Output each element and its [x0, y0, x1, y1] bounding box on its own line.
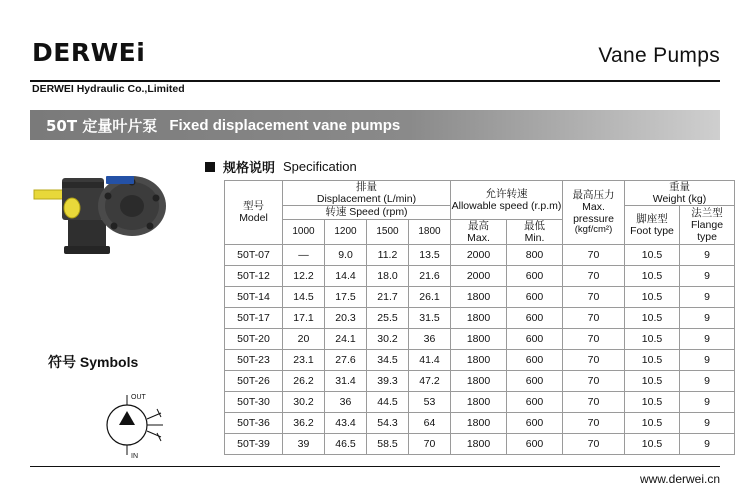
cell-min: 600 — [507, 433, 563, 454]
cell-d1500: 21.7 — [367, 286, 409, 307]
cell-pressure: 70 — [563, 244, 625, 265]
cell-d1200: 43.4 — [325, 412, 367, 433]
th-pressure-en2: pressure — [573, 212, 614, 225]
th-foot-type — [625, 206, 680, 245]
page-header — [0, 0, 750, 95]
cell-d1000: 23.1 — [283, 349, 325, 370]
cell-max: 1800 — [451, 349, 507, 370]
cell-foot: 10.5 — [625, 328, 680, 349]
cell-max: 2000 — [451, 265, 507, 286]
cell-max: 1800 — [451, 328, 507, 349]
th-speed-1000: 1000 — [283, 219, 325, 244]
th-foot-en: Foot type — [630, 224, 674, 237]
cell-d1000: 14.5 — [283, 286, 325, 307]
cell-flange: 9 — [680, 391, 735, 412]
th-weight — [625, 181, 735, 206]
table-row — [225, 349, 735, 370]
cell-model: 50T-12 — [225, 265, 283, 286]
table-row — [225, 286, 735, 307]
table-row — [225, 433, 735, 454]
header-divider — [30, 80, 720, 82]
spec-heading-en: Specification — [283, 159, 357, 174]
th-pressure-unit: (kgf/cm²) — [574, 224, 613, 235]
th-flange-en: Flange type — [690, 218, 724, 243]
th-model — [225, 181, 283, 245]
specification-table-wrap — [224, 180, 735, 455]
cell-model: 50T-14 — [225, 286, 283, 307]
cell-pressure: 70 — [563, 433, 625, 454]
cell-d1200: 24.1 — [325, 328, 367, 349]
table-head — [225, 181, 735, 245]
cell-foot: 10.5 — [625, 265, 680, 286]
cell-model: 50T-26 — [225, 370, 283, 391]
cell-flange: 9 — [680, 370, 735, 391]
cell-pressure: 70 — [563, 286, 625, 307]
th-max-en: Max. — [467, 231, 490, 244]
cell-flange: 9 — [680, 328, 735, 349]
cell-d1800: 21.6 — [409, 265, 451, 286]
cell-d1200: 36 — [325, 391, 367, 412]
cell-min: 600 — [507, 307, 563, 328]
table-row — [225, 391, 735, 412]
cell-d1800: 70 — [409, 433, 451, 454]
cell-min: 800 — [507, 244, 563, 265]
cell-flange: 9 — [680, 433, 735, 454]
cell-d1200: 46.5 — [325, 433, 367, 454]
cell-min: 600 — [507, 328, 563, 349]
th-speed-1200: 1200 — [325, 219, 367, 244]
table-row — [225, 370, 735, 391]
cell-d1500: 25.5 — [367, 307, 409, 328]
cell-d1200: 20.3 — [325, 307, 367, 328]
cell-foot: 10.5 — [625, 391, 680, 412]
cell-max: 1800 — [451, 391, 507, 412]
th-min-cn: 最低 — [524, 219, 545, 232]
symbols-heading — [48, 352, 138, 372]
symbol-out-label: OUT — [131, 394, 146, 401]
th-speed-en: Speed (rpm) — [349, 206, 408, 219]
bullet-square-icon — [205, 162, 215, 172]
cell-min: 600 — [507, 391, 563, 412]
cell-d1500: 11.2 — [367, 244, 409, 265]
cell-d1800: 47.2 — [409, 370, 451, 391]
cell-d1800: 41.4 — [409, 349, 451, 370]
cell-pressure: 70 — [563, 412, 625, 433]
section-title-bar — [30, 110, 720, 140]
cell-max: 1800 — [451, 433, 507, 454]
cell-d1500: 30.2 — [367, 328, 409, 349]
th-weight-cn: 重量 — [669, 181, 690, 193]
cell-foot: 10.5 — [625, 412, 680, 433]
cell-pressure: 70 — [563, 328, 625, 349]
cell-d1800: 13.5 — [409, 244, 451, 265]
cell-foot: 10.5 — [625, 307, 680, 328]
th-allowable-en: Allowable speed (r.p.m) — [451, 199, 562, 212]
th-flange-cn: 法兰型 — [691, 206, 723, 219]
cell-d1500: 39.3 — [367, 370, 409, 391]
th-displacement — [283, 181, 451, 206]
cell-max: 1800 — [451, 286, 507, 307]
cell-max: 2000 — [451, 244, 507, 265]
th-speed-1800: 1800 — [409, 219, 451, 244]
th-foot-cn: 脚座型 — [636, 212, 668, 225]
specification-table — [224, 180, 735, 455]
cell-min: 600 — [507, 412, 563, 433]
th-max-cn: 最高 — [468, 219, 489, 232]
table-row — [225, 412, 735, 433]
cell-min: 600 — [507, 265, 563, 286]
cell-model: 50T-39 — [225, 433, 283, 454]
cell-min: 600 — [507, 286, 563, 307]
cell-d1200: 27.6 — [325, 349, 367, 370]
th-speed-1500: 1500 — [367, 219, 409, 244]
cell-pressure: 70 — [563, 265, 625, 286]
cell-d1500: 44.5 — [367, 391, 409, 412]
cell-d1800: 64 — [409, 412, 451, 433]
cell-d1000: 26.2 — [283, 370, 325, 391]
th-speed-min — [507, 219, 563, 244]
section-title-cn: 50T 定量叶片泵 — [46, 116, 158, 135]
footer-divider — [30, 466, 720, 467]
cell-foot: 10.5 — [625, 286, 680, 307]
cell-max: 1800 — [451, 370, 507, 391]
th-displacement-cn: 排量 — [356, 181, 377, 193]
th-speed-cn: 转速 — [325, 206, 347, 219]
th-max-pressure — [563, 181, 625, 245]
cell-d1000: 30.2 — [283, 391, 325, 412]
cell-foot: 10.5 — [625, 349, 680, 370]
table-row — [225, 328, 735, 349]
cell-foot: 10.5 — [625, 433, 680, 454]
section-title-en: Fixed displacement vane pumps — [169, 116, 401, 134]
cell-flange: 9 — [680, 349, 735, 370]
cell-d1000: 39 — [283, 433, 325, 454]
th-min-en: Min. — [524, 231, 545, 244]
company-name: DERWEI Hydraulic Co.,Limited — [32, 83, 185, 95]
cell-d1000: 20 — [283, 328, 325, 349]
table-body — [225, 244, 735, 454]
pump-illustration — [28, 168, 188, 278]
brand-logo-text: DERWEi — [32, 38, 146, 67]
cell-d1200: 9.0 — [325, 244, 367, 265]
cell-d1000: — — [283, 244, 325, 265]
th-model-en: Model — [239, 212, 268, 225]
cell-model: 50T-30 — [225, 391, 283, 412]
cell-foot: 10.5 — [625, 244, 680, 265]
th-allowable-cn: 允许转速 — [485, 187, 528, 200]
cell-d1800: 36 — [409, 328, 451, 349]
cell-model: 50T-20 — [225, 328, 283, 349]
cell-d1000: 12.2 — [283, 265, 325, 286]
symbol-in-label: IN — [131, 453, 138, 460]
pump-symbol-icon — [95, 385, 185, 465]
cell-d1800: 26.1 — [409, 286, 451, 307]
symbols-heading-cn: 符号 — [48, 355, 76, 371]
cell-model: 50T-07 — [225, 244, 283, 265]
cell-d1000: 17.1 — [283, 307, 325, 328]
table-row — [225, 244, 735, 265]
th-pressure-en1: Max. — [582, 200, 605, 213]
th-pressure-cn: 最高压力 — [572, 188, 615, 201]
symbols-heading-en: Symbols — [79, 354, 139, 370]
footer-website: www.derwei.cn — [639, 472, 720, 486]
cell-pressure: 70 — [563, 370, 625, 391]
cell-pressure: 70 — [563, 391, 625, 412]
brand-logo — [32, 40, 145, 65]
cell-max: 1800 — [451, 307, 507, 328]
pump-product-image — [28, 168, 188, 278]
th-allowable-speed — [451, 181, 563, 220]
cell-d1500: 34.5 — [367, 349, 409, 370]
th-speed-max — [451, 219, 507, 244]
cell-flange: 9 — [680, 244, 735, 265]
th-weight-en: Weight (kg) — [652, 193, 707, 206]
cell-max: 1800 — [451, 412, 507, 433]
cell-pressure: 70 — [563, 349, 625, 370]
hydraulic-symbol-diagram — [95, 385, 185, 465]
cell-d1000: 36.2 — [283, 412, 325, 433]
cell-d1800: 53 — [409, 391, 451, 412]
cell-flange: 9 — [680, 307, 735, 328]
cell-min: 600 — [507, 349, 563, 370]
cell-model: 50T-17 — [225, 307, 283, 328]
cell-d1500: 54.3 — [367, 412, 409, 433]
table-row — [225, 265, 735, 286]
page-title: Vane Pumps — [598, 44, 720, 67]
spec-heading — [205, 157, 357, 176]
cell-d1200: 31.4 — [325, 370, 367, 391]
cell-d1200: 14.4 — [325, 265, 367, 286]
th-speed — [283, 206, 451, 220]
table-row — [225, 307, 735, 328]
cell-d1500: 58.5 — [367, 433, 409, 454]
cell-d1500: 18.0 — [367, 265, 409, 286]
cell-d1200: 17.5 — [325, 286, 367, 307]
cell-flange: 9 — [680, 286, 735, 307]
cell-d1800: 31.5 — [409, 307, 451, 328]
th-model-cn: 型号 — [243, 200, 264, 213]
cell-pressure: 70 — [563, 307, 625, 328]
cell-flange: 9 — [680, 412, 735, 433]
th-displacement-en: Displacement (L/min) — [316, 193, 417, 206]
cell-model: 50T-36 — [225, 412, 283, 433]
cell-flange: 9 — [680, 265, 735, 286]
th-flange-type — [680, 206, 735, 245]
cell-model: 50T-23 — [225, 349, 283, 370]
spec-heading-cn: 规格说明 — [223, 161, 276, 176]
cell-min: 600 — [507, 370, 563, 391]
cell-foot: 10.5 — [625, 370, 680, 391]
header-row-1 — [225, 181, 735, 206]
